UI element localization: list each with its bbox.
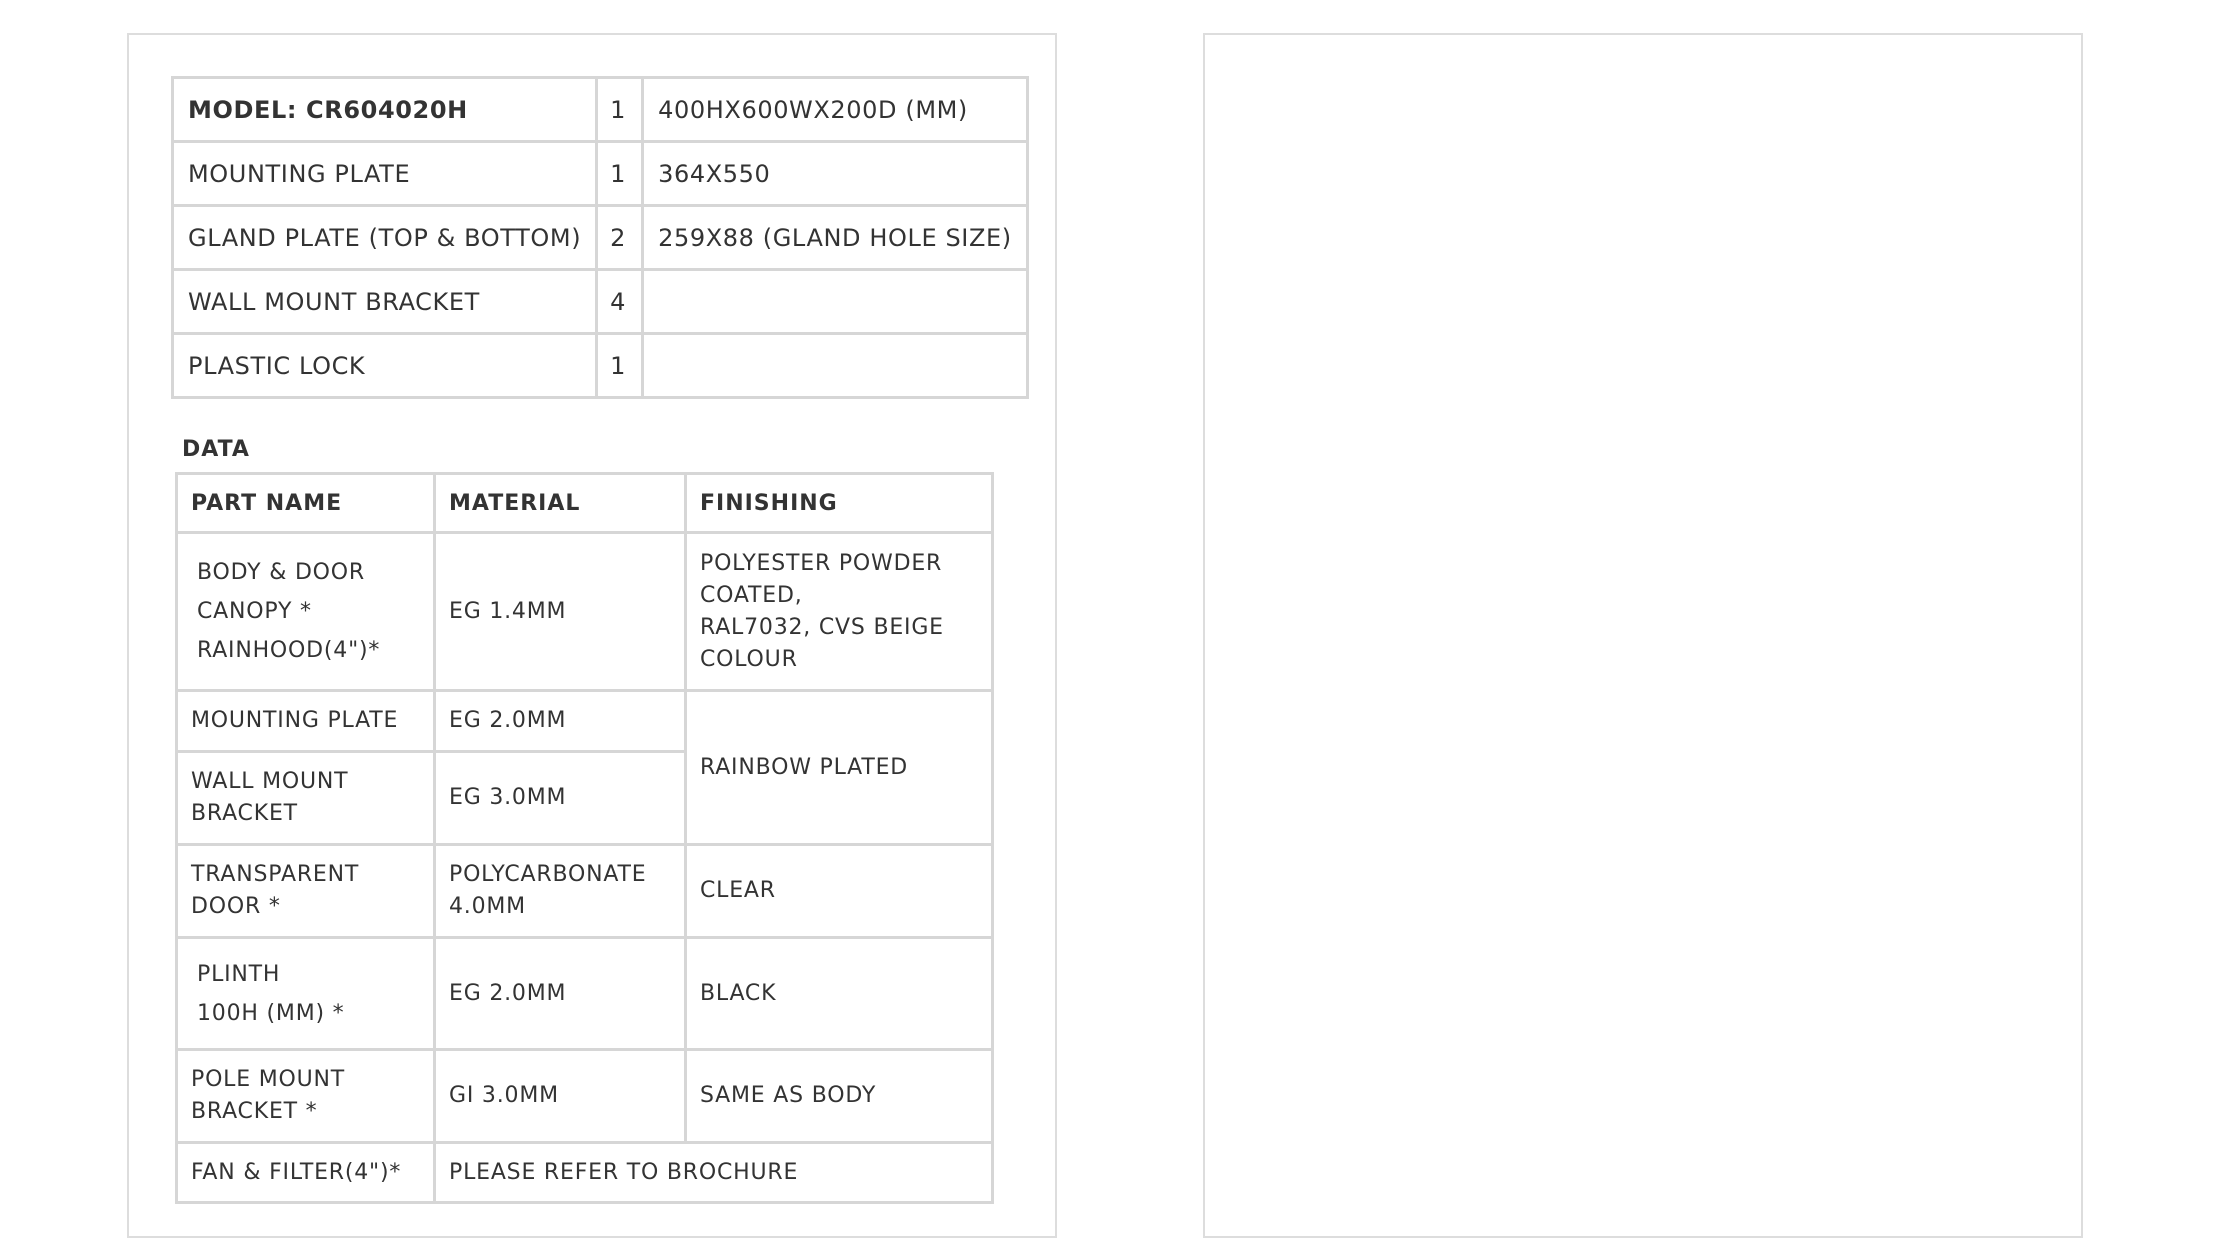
table-row: [177, 691, 993, 752]
part-line: POLE MOUNT: [191, 1067, 346, 1092]
finishing-cell: BLACK: [686, 938, 993, 1050]
part-line: BRACKET *: [191, 1099, 318, 1124]
finishing-line: RAL7032, CVS BEIGE: [700, 614, 944, 640]
part-cell: [177, 533, 435, 691]
spec-cell: [643, 270, 1028, 334]
qty-cell: 2: [597, 206, 643, 270]
part-line: DOOR *: [191, 894, 281, 919]
finishing-cell: RAINBOW PLATED: [686, 691, 993, 845]
spec-cell: 259X88 (GLAND HOLE SIZE): [643, 206, 1028, 270]
part-cell: WALL MOUNT BRACKET: [173, 270, 597, 334]
spec-cell: 400HX600WX200D (MM): [643, 78, 1028, 142]
spec-cell: 364X550: [643, 142, 1028, 206]
table-row: [173, 78, 1028, 142]
table-row: [177, 938, 993, 1050]
material-cell: EG 1.4MM: [435, 533, 686, 691]
part-cell: FAN & FILTER(4")*: [177, 1143, 435, 1203]
header-part-name: PART NAME: [177, 474, 435, 533]
spec-cell: [643, 334, 1028, 398]
finishing-line: COLOUR: [700, 646, 798, 672]
table-row: [177, 1143, 993, 1203]
qty-cell: 1: [597, 78, 643, 142]
part-cell: [177, 938, 435, 1050]
material-cell: EG 2.0MM: [435, 691, 686, 752]
model-name-cell: MODEL: CR604020H: [173, 78, 597, 142]
material-cell: EG 3.0MM: [435, 752, 686, 845]
part-cell: GLAND PLATE (TOP & BOTTOM): [173, 206, 597, 270]
table-row: [173, 142, 1028, 206]
part-cell: PLASTIC LOCK: [173, 334, 597, 398]
material-line: 4.0MM: [449, 894, 526, 919]
qty-cell: 4: [597, 270, 643, 334]
qty-cell: 1: [597, 334, 643, 398]
finishing-cell: [686, 533, 993, 691]
finishing-cell: CLEAR: [686, 845, 993, 938]
part-cell: MOUNTING PLATE: [177, 691, 435, 752]
model-components-table: [171, 76, 1029, 399]
table-header-row: [177, 474, 993, 533]
table-row: [173, 206, 1028, 270]
part-line: TRANSPARENT: [191, 862, 360, 887]
table-row: [173, 334, 1028, 398]
header-material: MATERIAL: [435, 474, 686, 533]
qty-cell: 1: [597, 142, 643, 206]
material-cell: EG 2.0MM: [435, 938, 686, 1050]
finishing-line: POLYESTER POWDER: [700, 550, 943, 576]
header-finishing: FINISHING: [686, 474, 993, 533]
document-page-right-blank: [1203, 33, 2083, 1238]
finishing-cell: SAME AS BODY: [686, 1050, 993, 1143]
part-line: 100H (MM) *: [197, 1000, 345, 1026]
part-line: WALL MOUNT: [191, 769, 349, 794]
table-row: [177, 845, 993, 938]
part-cell: [177, 845, 435, 938]
part-line: BRACKET: [191, 801, 298, 826]
material-cell: [435, 845, 686, 938]
part-cell: [177, 1050, 435, 1143]
table-row: [173, 270, 1028, 334]
material-line: POLYCARBONATE: [449, 862, 647, 887]
data-section-heading: DATA: [182, 437, 250, 462]
materials-data-table: [175, 472, 994, 1204]
part-cell: [177, 752, 435, 845]
table-row: [177, 533, 993, 691]
part-line: PLINTH: [197, 961, 281, 987]
brochure-note-cell: PLEASE REFER TO BROCHURE: [435, 1143, 993, 1203]
part-line: BODY & DOOR: [197, 560, 365, 585]
part-line: RAINHOOD(4")*: [197, 638, 381, 663]
part-line: CANOPY *: [197, 599, 312, 624]
table-row: [177, 1050, 993, 1143]
finishing-line: COATED,: [700, 582, 803, 608]
part-cell: MOUNTING PLATE: [173, 142, 597, 206]
material-cell: GI 3.0MM: [435, 1050, 686, 1143]
